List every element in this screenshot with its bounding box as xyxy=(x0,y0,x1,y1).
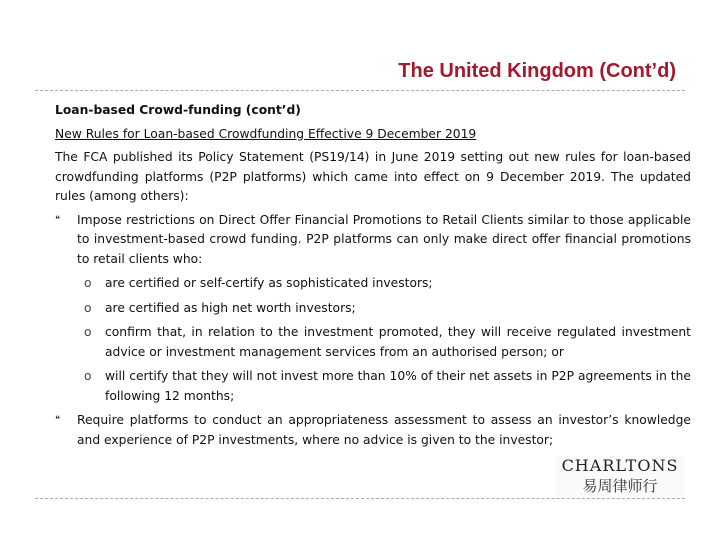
bullet-item xyxy=(55,411,691,450)
bullet-icon: ❝ xyxy=(55,415,60,425)
sub-bullet-item xyxy=(55,299,691,319)
divider-top xyxy=(35,90,685,91)
circle-bullet-icon: o xyxy=(84,325,92,339)
bullet-item xyxy=(55,211,691,270)
divider-bottom xyxy=(35,498,685,499)
bullet-text: Impose restrictions on Direct Offer Financial Promotions to Retail Clients similar to those applicable to investment-based crowd funding. P2P platforms can only make direct offer financial promotions to retail clients who: xyxy=(77,212,691,266)
circle-bullet-icon: o xyxy=(84,369,92,383)
bullet-icon: ❝ xyxy=(55,214,60,225)
bullet-text: Require platforms to conduct an appropriateness assessment to assess an investor’s knowledge and experience of P2P investments, where no advice is given to the investor; xyxy=(77,413,691,447)
logo-english: CHARLTONS xyxy=(561,456,679,475)
slide-title: The United Kingdom (Cont’d) xyxy=(398,60,676,82)
sub-bullet-text: are certified as high net worth investors; xyxy=(105,300,356,315)
sub-bullet-text: will certify that they will not invest more than 10% of their net assets in P2P agreements in the following 12 months; xyxy=(105,369,691,403)
sub-bullet-item xyxy=(55,323,691,362)
sub-bullet-item xyxy=(55,367,691,406)
circle-bullet-icon: o xyxy=(84,300,92,315)
sub-bullet-text: are certified or self-certify as sophisticated investors; xyxy=(105,276,433,290)
circle-bullet-icon: o xyxy=(84,276,92,290)
sub-bullet-text: confirm that, in relation to the investment promoted, they will receive regulated investment advice or investment management services from an authorised person; or xyxy=(105,325,691,359)
slide-content xyxy=(55,101,691,455)
charltons-logo xyxy=(556,456,684,496)
sub-bullet-item xyxy=(55,274,691,294)
intro-paragraph: The FCA published its Policy Statement (PS19/14) in June 2019 setting out new rules for loan-based crowdfunding platforms (P2P platforms) which came into effect on 9 December 2019. The updated rules (among others): xyxy=(55,150,691,203)
sub-heading: New Rules for Loan-based Crowdfunding Effective 9 December 2019 xyxy=(55,126,477,141)
logo-chinese: 易周律师行 xyxy=(582,477,658,495)
section-heading: Loan-based Crowd-funding (cont’d) xyxy=(55,103,301,117)
